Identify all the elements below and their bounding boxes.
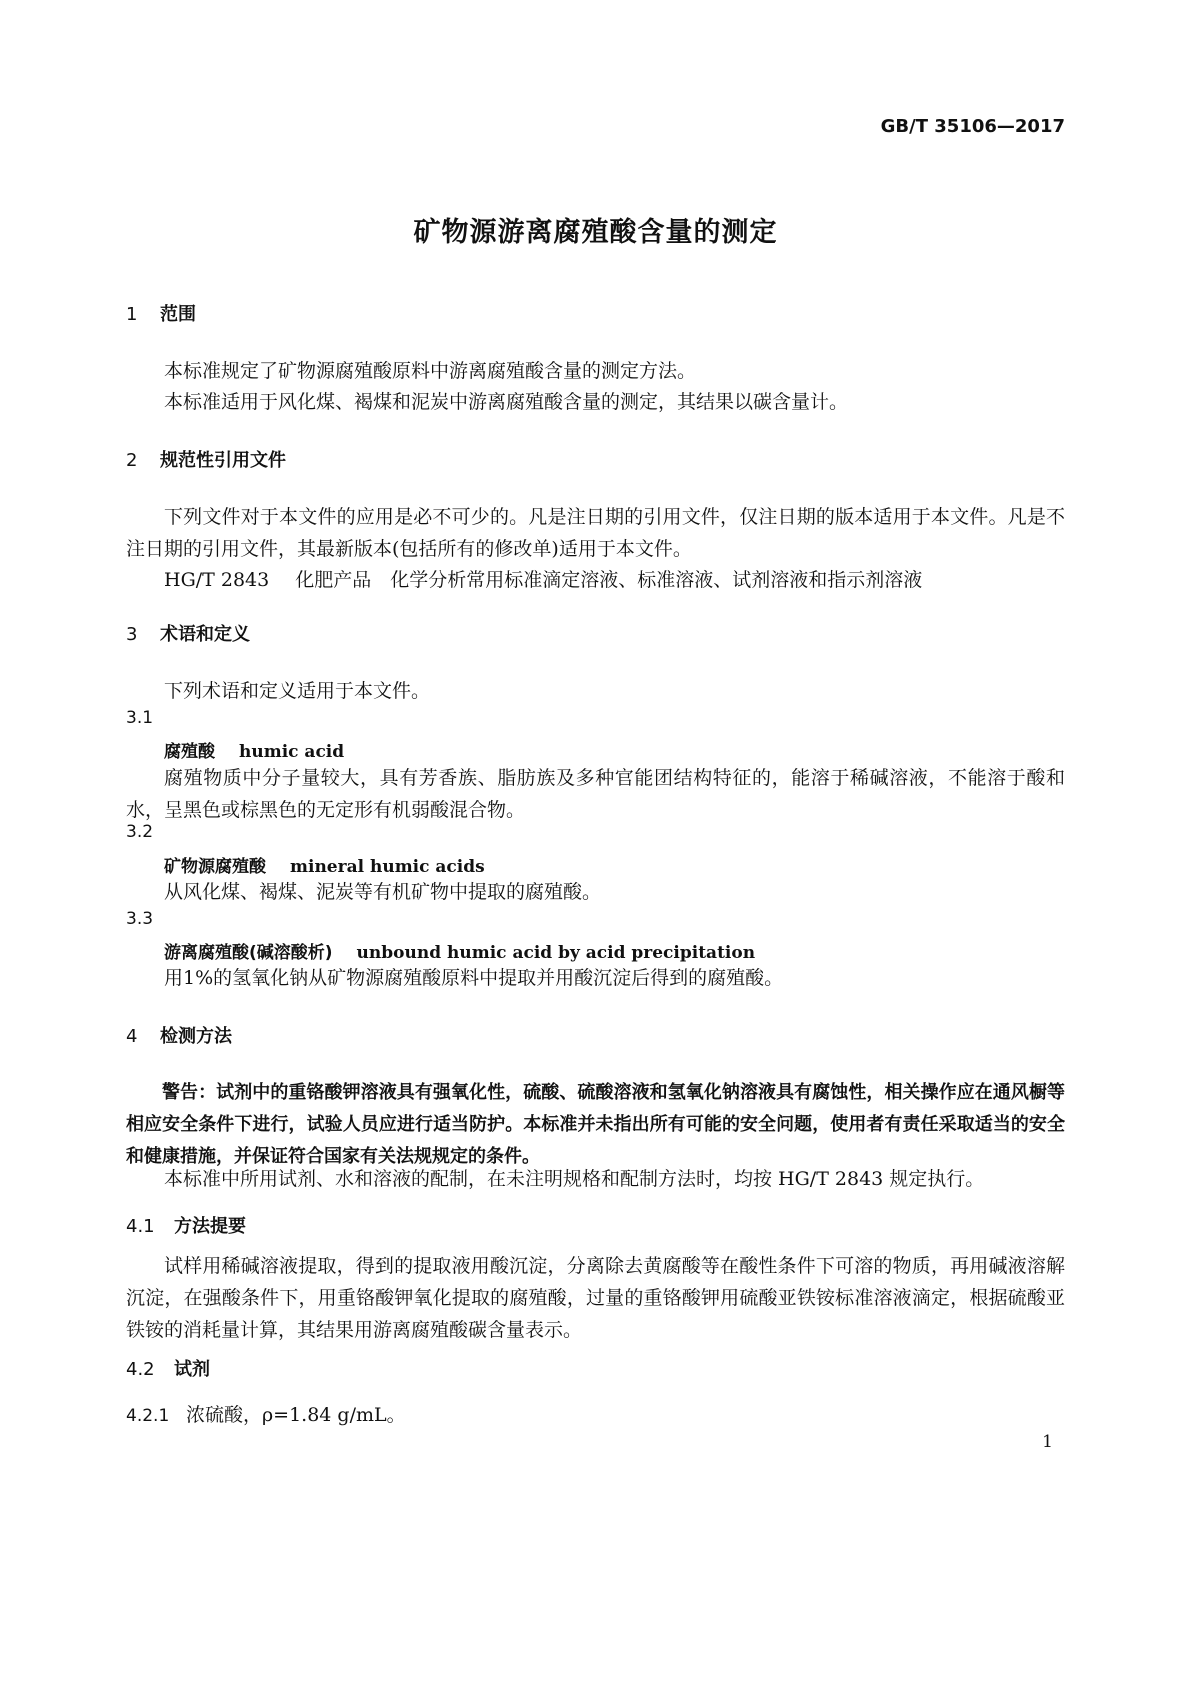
section-2-heading bbox=[126, 446, 286, 472]
standard-code: GB/T 35106—2017 bbox=[880, 116, 1065, 137]
term-number: 3.3 bbox=[126, 909, 154, 929]
section-title: 范围 bbox=[160, 304, 196, 325]
subsection-number: 4.2 bbox=[126, 1359, 155, 1380]
term-heading bbox=[164, 938, 755, 963]
subsection-title: 试剂 bbox=[174, 1359, 210, 1380]
safety-warning: 警告：试剂中的重铬酸钾溶液具有强氧化性，硫酸、硫酸溶液和氢氧化钠溶液具有腐蚀性，相关操作应在通风橱等相应安全条件下进行，试验人员应进行适当防护。本标准并未指出所有可能的安全问题，使用者有责任采取适当的安全和健康措施，并保证符合国家有关法规规定的条件。 bbox=[126, 1082, 1065, 1167]
section-1-paragraph-2: 本标准适用于风化煤、褐煤和泥炭中游离腐殖酸含量的测定，其结果以碳含量计。 bbox=[164, 391, 849, 413]
term-zh: 矿物源腐殖酸 bbox=[164, 857, 266, 877]
term-zh: 游离腐殖酸(碱溶酸析) bbox=[164, 943, 333, 963]
subsection-4-1-paragraph: 试样用稀碱溶液提取，得到的提取液用酸沉淀，分离除去黄腐酸等在酸性条件下可溶的物质，再用碱液溶解沉淀，在强酸条件下，用重铬酸钾氧化提取的腐殖酸，过量的重铬酸钾用硫酸亚铁铵标准溶液滴定，根据硫酸亚铁铵的消耗量计算，其结果用游离腐殖酸碳含量表示。 bbox=[126, 1255, 1065, 1341]
normative-reference bbox=[164, 564, 922, 596]
reagent-item bbox=[126, 1400, 406, 1427]
term-en: mineral humic acids bbox=[290, 857, 485, 877]
term-definition: 用1%的氢氧化钠从矿物源腐殖酸原料中提取并用酸沉淀后得到的腐殖酸。 bbox=[164, 967, 784, 989]
section-number: 3 bbox=[126, 624, 138, 645]
section-1-heading bbox=[126, 300, 196, 326]
section-4-heading bbox=[126, 1022, 232, 1048]
section-3-heading bbox=[126, 620, 250, 646]
page-number: 1 bbox=[1042, 1432, 1053, 1452]
term-heading bbox=[164, 852, 485, 877]
term-zh: 腐殖酸 bbox=[164, 742, 215, 762]
section-number: 1 bbox=[126, 304, 138, 325]
item-text: 浓硫酸，ρ=1.84 g/mL。 bbox=[186, 1404, 406, 1426]
subsection-4-2-heading bbox=[126, 1355, 210, 1381]
subsection-title: 方法提要 bbox=[174, 1216, 246, 1237]
term-definition: 腐殖物质中分子量较大，具有芳香族、脂肪族及多种官能团结构特征的，能溶于稀碱溶液，不能溶于酸和水，呈黑色或棕黑色的无定形有机弱酸混合物。 bbox=[126, 767, 1065, 821]
document-title: 矿物源游离腐殖酸含量的测定 bbox=[413, 217, 778, 248]
section-number: 4 bbox=[126, 1026, 138, 1047]
section-title: 术语和定义 bbox=[160, 624, 250, 645]
term-definition: 从风化煤、褐煤、泥炭等有机矿物中提取的腐殖酸。 bbox=[164, 881, 602, 903]
reference-code: HG/T 2843 bbox=[164, 569, 270, 591]
section-title: 检测方法 bbox=[160, 1026, 232, 1047]
section-4-note: 本标准中所用试剂、水和溶液的配制，在未注明规格和配制方法时，均按 HG/T 2843 规定执行。 bbox=[164, 1168, 985, 1190]
term-heading bbox=[164, 737, 344, 762]
subsection-4-1-heading bbox=[126, 1212, 246, 1238]
term-en: unbound humic acid by acid precipitation bbox=[356, 943, 756, 963]
item-number: 4.2.1 bbox=[126, 1406, 170, 1426]
subsection-number: 4.1 bbox=[126, 1216, 155, 1237]
term-en: humic acid bbox=[239, 742, 345, 762]
section-1-paragraph-1: 本标准规定了矿物源腐殖酸原料中游离腐殖酸含量的测定方法。 bbox=[164, 360, 697, 382]
section-title: 规范性引用文件 bbox=[160, 450, 286, 471]
section-2-paragraph: 下列文件对于本文件的应用是必不可少的。凡是注日期的引用文件，仅注日期的版本适用于本文件。凡是不注日期的引用文件，其最新版本(包括所有的修改单)适用于本文件。 bbox=[126, 506, 1065, 560]
section-3-intro: 下列术语和定义适用于本文件。 bbox=[164, 680, 431, 702]
term-number: 3.1 bbox=[126, 708, 154, 728]
term-number: 3.2 bbox=[126, 822, 154, 842]
reference-title: 化肥产品 化学分析常用标准滴定溶液、标准溶液、试剂溶液和指示剂溶液 bbox=[295, 569, 923, 591]
section-number: 2 bbox=[126, 450, 138, 471]
